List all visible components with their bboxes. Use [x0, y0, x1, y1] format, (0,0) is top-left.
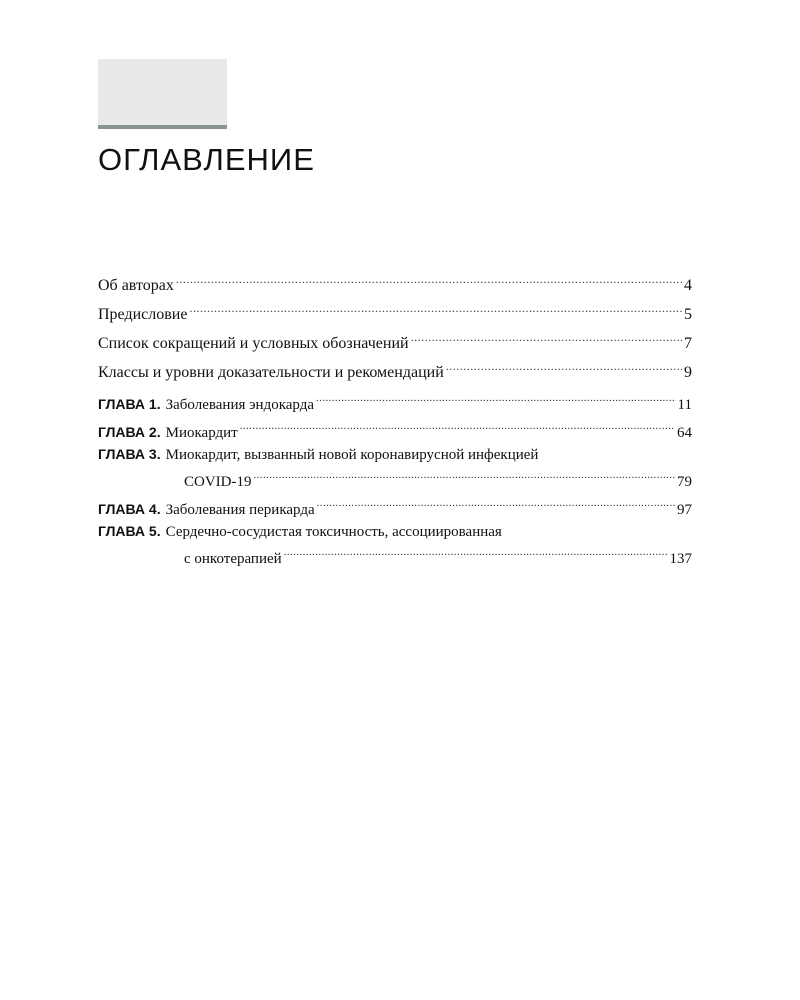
dot-leader [254, 465, 676, 486]
toc-page-number: 64 [677, 425, 692, 441]
toc-page-number: 11 [677, 397, 692, 413]
toc-page-number: 97 [677, 502, 692, 518]
table-of-contents [98, 268, 692, 570]
toc-chapter-5[interactable] [98, 521, 692, 567]
toc-entry-label: Список сокращений и условных обозначений [98, 335, 409, 352]
toc-entry-label: Классы и уровни доказательности и рекомендаций [98, 364, 444, 381]
toc-entry-evidence-classes[interactable] [98, 355, 692, 381]
toc-page-number: 4 [684, 277, 692, 294]
dot-leader [411, 326, 682, 348]
toc-entry-authors[interactable] [98, 268, 692, 294]
toc-page-number: 7 [684, 335, 692, 352]
toc-chapter-1[interactable] [98, 388, 692, 413]
toc-chapter-2[interactable] [98, 416, 692, 441]
toc-entry-label: Предисловие [98, 306, 188, 323]
dot-leader [316, 388, 676, 409]
toc-entry-abbreviations[interactable] [98, 326, 692, 352]
chapter-title: Заболевания перикарда [165, 502, 315, 518]
toc-chapter-3[interactable] [98, 444, 692, 490]
toc-chapter-4[interactable] [98, 493, 692, 518]
chapter-title: Миокардит [165, 425, 238, 441]
chapter-label: ГЛАВА 3. [98, 446, 161, 462]
toc-page-number: 9 [684, 364, 692, 381]
chapter-label: ГЛАВА 5. [98, 523, 161, 539]
dot-leader [176, 268, 682, 290]
toc-entry-label: Об авторах [98, 277, 174, 294]
dot-leader [189, 297, 682, 319]
chapter-title: Заболевания эндокарда [165, 397, 315, 413]
page-title: ОГЛАВЛЕНИЕ [98, 142, 315, 177]
chapter-title-continuation: с онкотерапией [184, 551, 282, 567]
decorative-header-block [98, 59, 227, 125]
chapter-title-continuation: COVID-19 [184, 474, 252, 490]
toc-entry-preface[interactable] [98, 297, 692, 323]
toc-page-number: 137 [669, 551, 692, 567]
dot-leader [446, 355, 682, 377]
chapter-title: Сердечно-сосудистая токсичность, ассоциированная [165, 524, 502, 540]
dot-leader [317, 493, 675, 514]
decorative-header-rule [98, 125, 227, 129]
toc-page-number: 5 [684, 306, 692, 323]
chapter-title: Миокардит, вызванный новой коронавирусной инфекцией [165, 447, 539, 463]
chapter-label: ГЛАВА 2. [98, 424, 161, 440]
chapter-label: ГЛАВА 4. [98, 501, 161, 517]
dot-leader [284, 542, 668, 563]
toc-page-number: 79 [677, 474, 692, 490]
chapter-label: ГЛАВА 1. [98, 396, 161, 412]
dot-leader [240, 416, 675, 437]
